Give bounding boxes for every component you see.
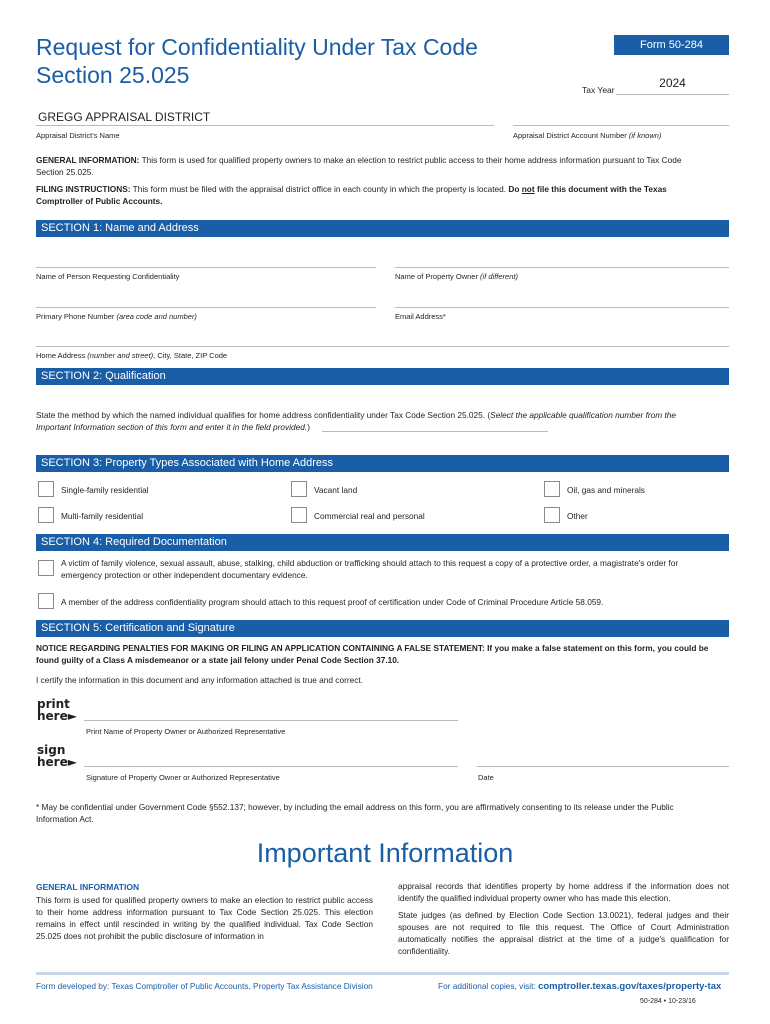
date-field[interactable] (477, 766, 729, 767)
vacant-land-checkbox[interactable] (291, 481, 307, 497)
section-5-header: SECTION 5: Certification and Signature (36, 620, 729, 637)
phone-field[interactable] (36, 307, 376, 308)
district-name-field[interactable]: GREGG APPRAISAL DISTRICT (38, 110, 211, 124)
print-name-field[interactable] (84, 720, 458, 721)
qualification-text: State the method by which the named individual qualifies for home address confidentiality under Tax Code Section 25.025. (Select the applicable qualification number from the Important Information section of this form and enter it in the field provided.) (36, 410, 677, 432)
owner-name-label: Name of Property Owner (if different) (395, 272, 518, 281)
footer-copies: For additional copies, visit: comptroller.texas.gov/taxes/property-tax (438, 981, 722, 992)
requester-name-field[interactable] (36, 267, 376, 268)
form-number-badge: Form 50-284 (614, 35, 729, 55)
multi-family-label: Multi-family residential (61, 511, 144, 521)
section-1-header: SECTION 1: Name and Address (36, 220, 729, 237)
single-family-checkbox[interactable] (38, 481, 54, 497)
owner-name-field[interactable] (395, 267, 729, 268)
arrow-right-icon: ► (67, 755, 77, 769)
tax-year-label: Tax Year (582, 85, 615, 95)
acp-member-text: A member of the address confidentiality program should attach to this request proof of certification under Code of Criminal Procedure Article 58.059. (61, 597, 604, 607)
vacant-land-label: Vacant land (314, 485, 358, 495)
phone-label: Primary Phone Number (area code and number) (36, 312, 197, 321)
section-2-header: SECTION 2: Qualification (36, 368, 729, 385)
single-family-label: Single-family residential (61, 485, 149, 495)
oil-gas-minerals-label: Oil, gas and minerals (567, 485, 645, 495)
print-here-marker: print here► (37, 697, 77, 723)
commercial-checkbox[interactable] (291, 507, 307, 523)
email-field[interactable] (395, 307, 729, 308)
oil-gas-minerals-checkbox[interactable] (544, 481, 560, 497)
tax-year-underline (616, 94, 729, 95)
comptroller-link[interactable]: comptroller.texas.gov/taxes/property-tax (538, 981, 722, 992)
general-information: GENERAL INFORMATION: This form is used for qualified property owners to make an election to restrict public access to their home address information pursuant to Tax Code Section 25.025. (36, 155, 682, 177)
requester-name-label: Name of Person Requesting Confidentiality (36, 272, 180, 281)
section-4-header: SECTION 4: Required Documentation (36, 534, 729, 551)
certification-statement: I certify the information in this document and any information attached is true and correct. (36, 675, 363, 685)
other-checkbox[interactable] (544, 507, 560, 523)
form-revision-code: 50-284 • 10-23/16 (640, 998, 696, 1005)
multi-family-checkbox[interactable] (38, 507, 54, 523)
date-label: Date (478, 773, 494, 782)
penalty-notice: NOTICE REGARDING PENALTIES FOR MAKING OR FILING AN APPLICATION CONTAINING A FALSE STATEMENT: If you make a false statement on this form, you could be found guilty of a Class A misdemeanor or a state jail felony under Penal Code Section 37.10. (36, 643, 709, 665)
signature-label: Signature of Property Owner or Authorized Representative (86, 773, 280, 782)
footer-divider (36, 972, 729, 975)
section-3-header: SECTION 3: Property Types Associated with Home Address (36, 455, 729, 472)
important-information-title: Important Information (256, 838, 514, 868)
victim-documentation-checkbox[interactable] (38, 560, 54, 576)
district-name-underline (36, 125, 494, 126)
victim-documentation-text: A victim of family violence, sexual assault, abuse, stalking, child abduction or trafficking should attach to this request a copy of a protective order, a magistrate's order for emergency protection or other independent documentary evidence. (61, 558, 679, 580)
signature-field[interactable] (84, 766, 458, 767)
important-right-column: appraisal records that identifies property by home address if the information does not identify the qualified individual property owner who has made this election. State judges (as defined by Election Code Section 13.0021), federal judges and their spouses are not required to file this request. The Office of Court Administration automatically notifies the appraisal district at the time of a judge's qualification for confidentiality. (398, 881, 729, 956)
important-left-column: This form is used for qualified property owners to make an election to restrict public access to their home address information pursuant to Tax Code Section 25.025. This election remains in effect until rescinded in writing by the qualified individual. Tax Code Section 25.025 does not prohibit the public disclosure of information in (36, 895, 373, 941)
other-label: Other (567, 511, 588, 521)
district-name-label: Appraisal District's Name (36, 131, 120, 140)
account-number-label: Appraisal District Account Number (if known) (513, 131, 662, 140)
important-general-heading: GENERAL INFORMATION (36, 882, 140, 892)
home-address-label: Home Address (number and street), City, State, ZIP Code (36, 351, 228, 360)
arrow-right-icon: ► (67, 709, 77, 723)
filing-instructions: FILING INSTRUCTIONS: This form must be filed with the appraisal district office in each county in which the property is located. Do not file this document with the Texas Comptroller of Public Accounts. (36, 184, 667, 206)
tax-year-field[interactable]: 2024 (659, 76, 686, 90)
page-title: Request for Confidentiality Under Tax Code Section 25.025 (36, 34, 478, 88)
email-label: Email Address* (395, 312, 446, 321)
footer-credit: Form developed by: Texas Comptroller of Public Accounts, Property Tax Assistance Division (36, 981, 373, 991)
account-number-field[interactable] (513, 125, 729, 126)
print-name-label: Print Name of Property Owner or Authorized Representative (86, 727, 286, 736)
acp-member-checkbox[interactable] (38, 593, 54, 609)
commercial-label: Commercial real and personal (314, 511, 425, 521)
home-address-field[interactable] (36, 346, 729, 347)
email-footnote: * May be confidential under Government Code §552.137; however, by including the email address on this form, you are affirmatively consenting to its release under the Public Information Act. (36, 802, 674, 824)
sign-here-marker: sign here► (37, 743, 77, 769)
qualification-number-field[interactable] (322, 431, 548, 432)
